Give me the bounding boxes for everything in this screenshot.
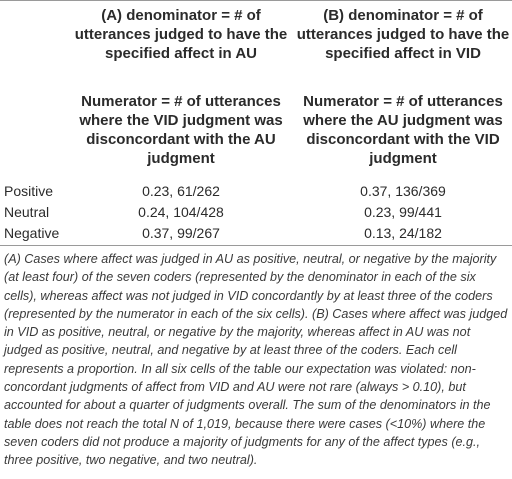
table-bottom-rule (0, 245, 512, 246)
column-b-value: 0.23, 99/441 (364, 204, 442, 220)
table-row (0, 180, 512, 202)
row-label: Positive (4, 183, 54, 199)
table-top-rule (0, 0, 512, 1)
column-a-value: 0.37, 99/267 (142, 225, 220, 241)
table-row (0, 222, 512, 244)
column-b-value: 0.37, 136/369 (360, 183, 446, 199)
column-a-numerator-header: Numerator = # of utterances where the VID judgment was disconcordant with the AU judgment (79, 93, 283, 167)
column-a-value: 0.23, 61/262 (142, 183, 220, 199)
row-label: Neutral (4, 204, 50, 220)
column-b-denominator-header: (B) denominator = # of utterances judged to have the specified affect in VID (296, 7, 510, 62)
column-a-denominator-header: (A) denominator = # of utterances judged to have the specified affect in AU (74, 7, 288, 62)
column-a-value: 0.24, 104/428 (138, 204, 224, 220)
column-b-numerator-header: Numerator = # of utterances where the AU judgment was disconcordant with the VID judgment (303, 93, 503, 167)
table-row (0, 201, 512, 223)
column-b-value: 0.13, 24/182 (364, 225, 442, 241)
table-footnote: (A) Cases where affect was judged in AU as positive, neutral, or negative by the majority (at least four) of the seven coders (represented by the denominator in each of the six cells), whereas affect was not judged in VID concordantly by at least three of the coders (represented by the numerator in each of the six cells). (B) Cases where affect was judged in VID as positive, neutral, or negative by the majority, whereas affect in AU was not judged as positive, neutral, and negative by at least three of the coders. Each cell represents a proportion. In all six cells of the table our expectation was violated: non-concordant judgments of affect from VID and AU were not rare (always > 0.10), but accounted for about a quarter of judgments overall. The sum of the denominators in the table does not reach the total N of 1,019, because there were cases (<10%) where the seven coders did not produce a majority of judgments for any of the affect types (e.g., three positive, two negative, and two neutral). (4, 252, 508, 468)
row-label: Negative (4, 225, 60, 241)
